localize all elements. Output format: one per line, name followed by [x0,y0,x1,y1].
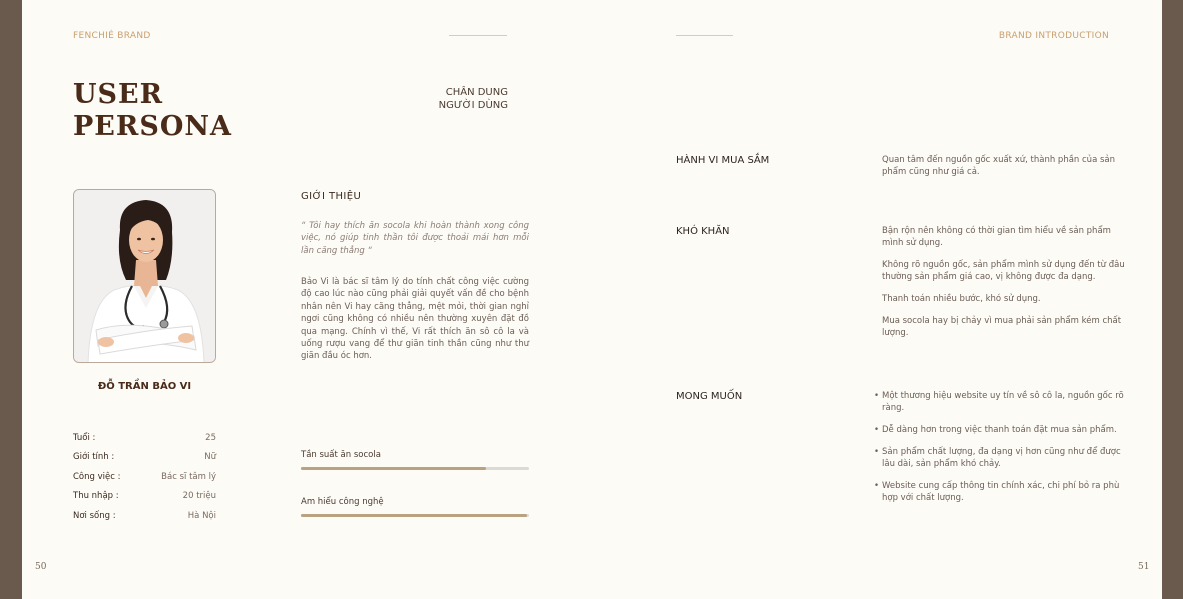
difficulty-list [882,225,1127,349]
info-row-job [73,472,216,491]
wish-item: • Website cung cấp thông tin chính xác, chi phí bỏ ra phù hợp với chất lượng. [882,480,1127,504]
info-value: Hà Nội [187,510,216,521]
info-label: Giới tính : [73,452,115,463]
info-label: Thu nhập : [73,491,119,502]
info-value: Nữ [204,452,216,463]
doctor-portrait-icon [74,190,216,363]
bar-label-chocolate: Tần suất ăn socola [301,450,381,460]
difficulty-item: Không rõ nguồn gốc, sản phẩm mình sử dụng đến từ đâu thường sản phẩm giá cao, vị không được đa dạng. [882,260,1125,282]
persona-info-list [73,433,216,530]
header-rule [449,35,507,36]
title-line-1: USER [73,79,164,110]
bar-label-tech: Am hiểu công nghệ [301,497,384,507]
persona-name: ĐỖ TRẦN BẢO VI [97,381,192,392]
title-line-2: PERSONA [73,111,232,142]
page-number-right: 51 [1138,562,1150,572]
info-value: 20 triệu [182,491,216,502]
page-subtitle [422,86,508,112]
info-row-location [73,511,216,530]
intro-heading: GIỚI THIỆU [301,191,362,202]
difficulty-item: Mua socola hay bị chảy vì mua phải sản phẩm kém chất lượng. [882,316,1122,338]
difficulty-item: Thanh toán nhiều bước, khó sử dụng. [882,294,1041,304]
page-number-left: 50 [35,562,47,572]
wishes-heading: MONG MUỐN [676,391,743,402]
section-header: BRAND INTRODUCTION [998,31,1109,41]
shopping-heading: HÀNH VI MUA SẮM [676,155,770,166]
difficulty-item: Bận rộn nên không có thời gian tìm hiểu về sản phẩm mình sử dụng. [882,226,1111,248]
wish-item: • Một thương hiệu website uy tín về sô cô la, nguồn gốc rõ ràng. [882,390,1127,414]
wish-item: • Sản phẩm chất lượng, đa dạng vị hơn cũng như để được lâu dài, sản phẩm khó chảy. [882,446,1127,470]
info-row-income [73,491,216,510]
info-label: Tuổi : [73,433,96,443]
shopping-paragraph: Quan tâm đến nguồn gốc xuất xứ, thành phần của sản phẩm cũng như giá cả. [882,155,1116,177]
bar-fill-chocolate [301,467,486,470]
bar-track-chocolate [301,467,529,470]
info-row-age [73,433,216,452]
persona-quote: “ Tôi hay thích ăn socola khi hoàn thành xong công việc, nó giúp tinh thần tôi được thoải mái hơn mỗi lần căng thẳng “ [301,221,529,256]
bar-fill-tech [301,514,527,517]
bar-track-tech [301,514,529,517]
info-value: 25 [205,433,216,443]
info-label: Công việc : [73,471,121,482]
wishes-list [882,390,1127,514]
persona-photo [73,189,216,363]
info-row-gender [73,452,216,471]
page-title [73,79,232,143]
shopping-text [882,154,1127,188]
persona-bio: Bảo Vi là bác sĩ tâm lý do tính chất công việc cường độ cao lúc nào cũng phải giải quyết vấn đề cho bệnh nhân nên Vi hay căng thẳng, mệt mỏi, thời gian nghỉ ngơi cũng không có nhiều nên thường xuyên đặt đồ qua mạng. Chính vì thế, Vi rất thích ăn sô cô la và uống rượu vang để thư giãn tinh thần cũng như thư giãn đầu óc hơn. [301,277,529,362]
header-rule [676,35,733,36]
subtitle-line-1: CHÂN DUNG [445,87,508,98]
brand-header: FENCHIÉ BRAND [73,31,151,41]
wish-item: • Dễ dàng hơn trong việc thanh toán đặt mua sản phẩm. [882,424,1127,436]
subtitle-line-2: NGƯỜI DÙNG [438,100,508,111]
info-value: Bác sĩ tâm lý [161,471,216,482]
difficulty-heading: KHÓ KHĂN [676,226,730,237]
left-page [22,0,592,599]
right-page [592,0,1162,599]
info-label: Nơi sống : [73,510,116,521]
